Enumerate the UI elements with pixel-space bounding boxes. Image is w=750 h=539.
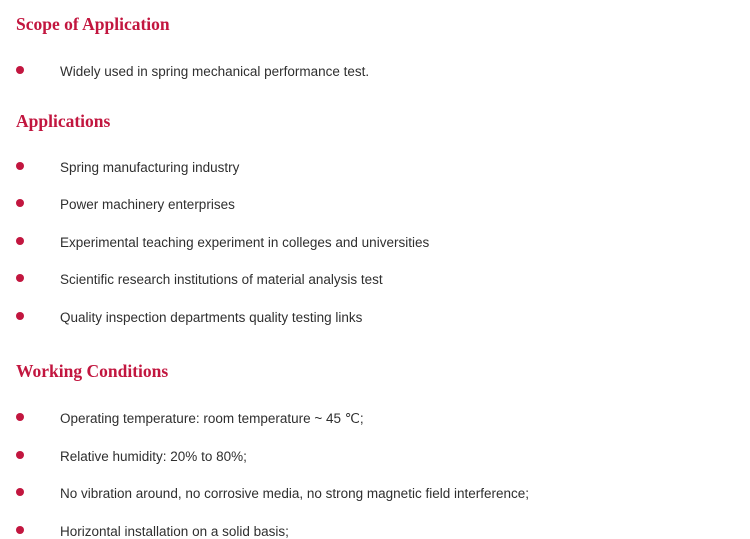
- list-item-label: Horizontal installation on a solid basis;: [60, 523, 289, 539]
- list-item-label: Quality inspection departments quality testing links: [60, 309, 363, 325]
- bullet-list: [16, 65, 732, 79]
- list-item: [16, 65, 732, 79]
- bullet-dot-icon: [16, 274, 24, 282]
- bullet-dot-icon: [16, 312, 24, 320]
- section-title: Working Conditions: [16, 361, 169, 381]
- list-item-label: No vibration around, no corrosive media, no strong magnetic field interference;: [60, 486, 529, 501]
- list-item: [16, 161, 732, 175]
- bullet-dot-icon: [16, 66, 24, 74]
- list-item-label: Power machinery enterprises: [60, 197, 235, 212]
- section-applications: [16, 111, 732, 325]
- list-item: [16, 236, 732, 250]
- list-item-label: Spring manufacturing industry: [60, 159, 240, 175]
- list-item-label: Scientific research institutions of material analysis test: [60, 272, 383, 287]
- list-item-label: Experimental teaching experiment in colleges and universities: [60, 234, 430, 250]
- list-item: [16, 198, 732, 212]
- bullet-list: [16, 161, 732, 325]
- section-scope-of-application: [16, 14, 732, 79]
- list-item: [16, 412, 732, 426]
- bullet-dot-icon: [16, 237, 24, 245]
- bullet-list: [16, 412, 732, 538]
- bullet-dot-icon: [16, 526, 24, 534]
- list-item: [16, 273, 732, 287]
- list-item-label: Operating temperature: room temperature ~ 45 ℃;: [60, 411, 364, 426]
- section-title: Scope of Application: [16, 14, 170, 34]
- list-item: [16, 525, 732, 539]
- list-item-label: Relative humidity: 20% to 80%;: [60, 448, 247, 464]
- list-item: [16, 450, 732, 464]
- list-item: [16, 311, 732, 325]
- list-item: [16, 487, 732, 501]
- bullet-dot-icon: [16, 451, 24, 459]
- bullet-dot-icon: [16, 413, 24, 421]
- bullet-dot-icon: [16, 199, 24, 207]
- bullet-dot-icon: [16, 162, 24, 170]
- section-working-conditions: [16, 361, 732, 538]
- bullet-dot-icon: [16, 488, 24, 496]
- list-item-label: Widely used in spring mechanical performance test.: [60, 64, 370, 79]
- section-title: Applications: [16, 110, 111, 131]
